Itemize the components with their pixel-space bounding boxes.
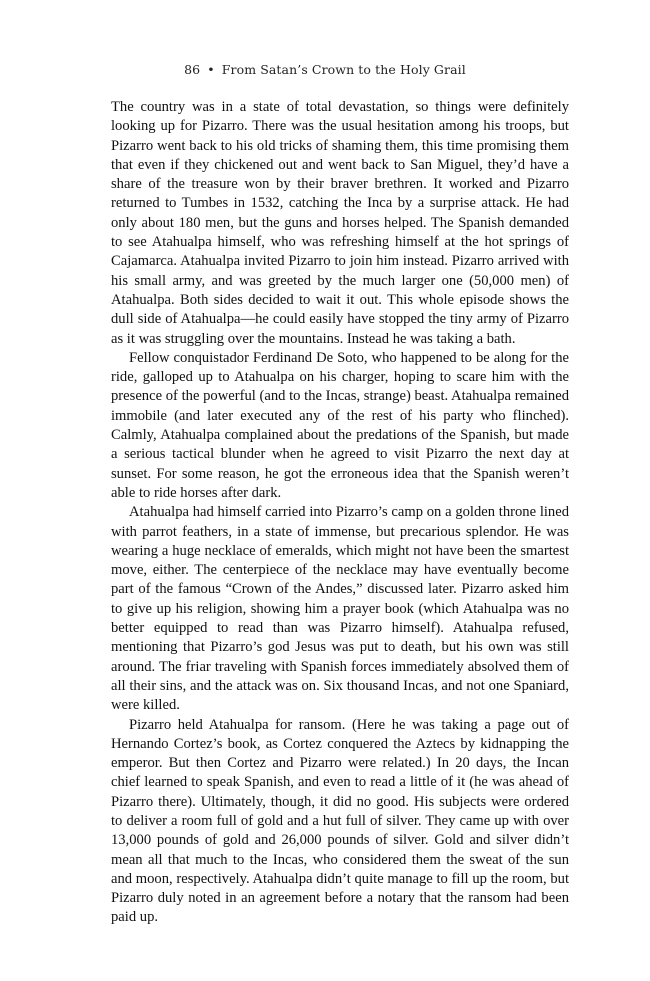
paragraph-2: Fellow conquistador Ferdinand De Soto, who happened to be along for the ride, galloped up to Atahualpa on his charger, hoping to scare him with the presence of the powerful (and to the Incas, strange) beast. Atahualpa remained immobile (and later executed any of the rest of his party who flinched). Calmly, Atahualpa complained about the predations of the Spanish, but made a serious tactical blunder when he agreed to visit Pizarro the next day at sunset. For some reason, he got the erroneous idea that the Spanish weren’t able to ride horses after dark. (111, 349, 569, 501)
paragraph-3: Atahualpa had himself carried into Pizarro’s camp on a golden throne lined with parrot feathers, in a state of immense, but precarious splendor. He was wearing a huge necklace of emeralds, which might not have been the smartest move, either. The centerpiece of the necklace may have eventually become part of the famous “Crown of the Andes,” discussed later. Pizarro asked him to give up his religion, showing him a prayer book (which Atahualpa was no better equipped to read than was Pizarro himself). Atahualpa refused, mentioning that Pizarro’s god Jesus was put to death, but his own was still around. The friar traveling with Spanish forces immediately absolved them of all their sins, and the attack was on. Six thousand Incas, and not one Spaniard, were killed. (111, 504, 569, 714)
paragraph-4: Pizarro held Atahualpa for ransom. (Here he was taking a page out of Hernando Cortez’s book, as Cortez conquered the Aztecs by kidnapping the emperor. But then Cortez and Pizarro were related.) In 20 days, the Incan chief learned to speak Spanish, and even to read a little of it (he was ahead of Pizarro there). Ultimately, though, it did no good. His subjects were ordered to deliver a room full of gold and a hut full of silver. They came up with over 13,000 pounds of gold and 26,000 pounds of silver. Gold and silver didn’t mean all that much to the Incas, who considered them the sweat of the sun and moon, respectively. Atahualpa didn’t quite manage to fill up the room, but Pizarro duly noted in an agreement before a notary that the ransom had been paid up. (111, 716, 569, 926)
header-separator: • (207, 62, 215, 77)
paragraph-1: The country was in a state of total devastation, so things were definitely looking up for Pizarro. There was the usual hesitation among his troops, but Pizarro went back to his old tricks of shaming them, this time promising them that even if they chickened out and went back to San Miguel, they’d have a share of the treasure won by their braver brethren. It worked and Pizarro returned to Tumbes in 1532, catching the Inca by a surprise attack. He had only about 180 men, but the guns and horses helped. The Spanish demanded to see Atahualpa himself, who was refreshing himself at the hot springs of Cajamarca. Atahualpa invited Pizarro to join him instead. Pizarro arrived with his small army, and was greeted by the much larger one (50,000 men) of Atahualpa. Both sides decided to wait it out. This whole episode shows the dull side of Atahualpa—he could easily have stopped the tiny army of Pizarro as it was struggling over the mountains. Instead he was taking a bath. (111, 99, 569, 347)
running-head (0, 62, 650, 77)
page-number: 86 (184, 62, 201, 77)
body-text (111, 98, 569, 928)
book-title: From Satan’s Crown to the Holy Grail (221, 62, 466, 77)
